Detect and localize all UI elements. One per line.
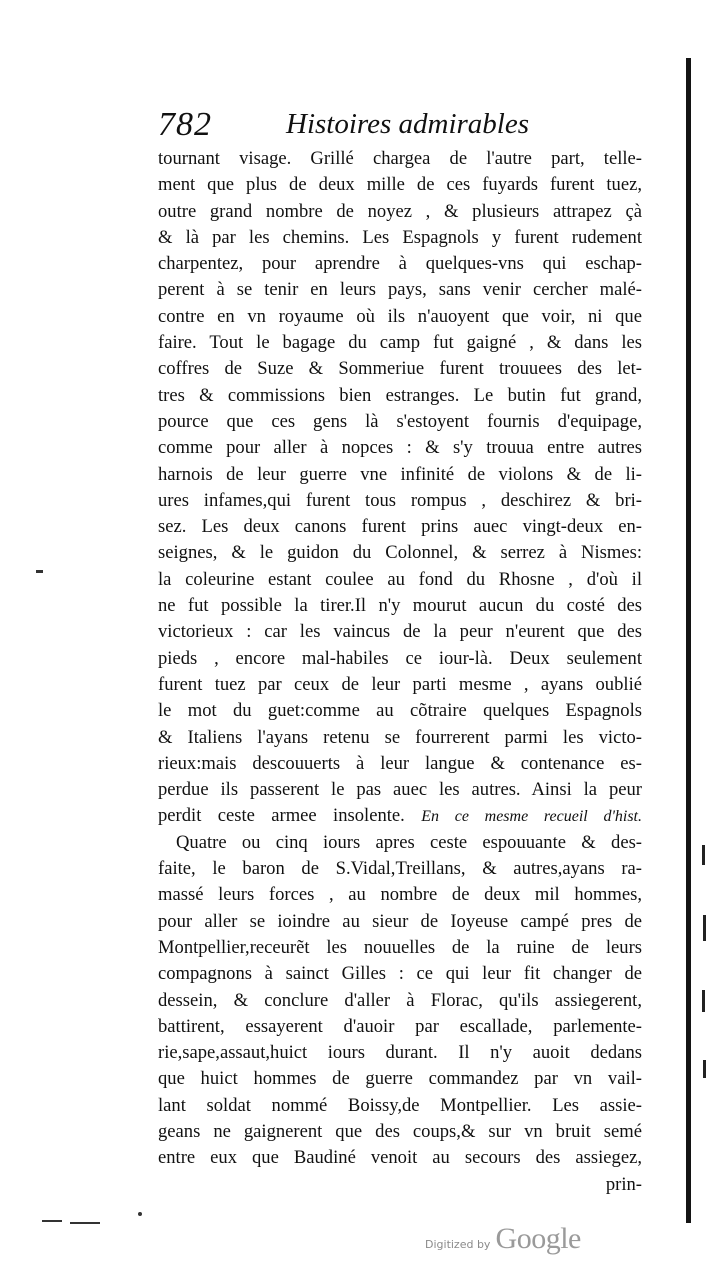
text-line: Montpellier,receurẽt les nouuelles de la ruine de leurs [158,936,642,958]
text-line: dessein, & conclure d'aller à Florac, qu'ils assiegerent, [158,989,642,1011]
digitization-watermark [425,1222,581,1258]
text-line: perdue ils passerent le pas auec les autres. Ainsi la peur [158,779,642,801]
edge-speck [702,990,705,1012]
text-line: massé leurs forces , au nombre de deux mil hommes, [158,884,642,906]
text-line: pource que ces gens là s'estoyent fournis d'equipage, [158,410,642,432]
text-fragment: perdit ceste armee insolente. [158,805,405,827]
text-line: contre en vn royaume où ils n'auoyent que voir, ni que [158,305,642,327]
running-title: Histoires admirables [286,108,530,140]
text-line: faire. Tout le bagage du camp fut gaigné , & dans les [158,332,642,354]
text-line: rieux:mais descouuerts à leur langue & contenance es- [158,752,642,774]
text-line: furent tuez par ceux de leur parti mesme , ayans oublié [158,673,642,695]
text-line: comme pour aller à nopces : & s'y trouua entre autres [158,437,642,459]
text-line: faite, le baron de S.Vidal,Treillans, & autres,ayans ra- [158,858,642,880]
text-line: pour aller se ioindre au sieur de Ioyeuse campé pres de [158,910,642,932]
text-line: outre grand nombre de noyez , & plusieurs attrapez çà [158,200,642,222]
text-line: victorieux : car les vaincus de la peur n'eurent que des [158,621,642,643]
google-logo: Google [495,1222,581,1255]
text-line: battirent, essayerent d'auoir par escallade, parlemente- [158,1015,642,1037]
ink-speck [138,1212,142,1216]
ink-speck [42,1220,62,1222]
edge-speck [703,1060,706,1078]
text-line: la coleurine estant coulee au fond du Rhosne , d'où il [158,568,642,590]
text-line: ment que plus de deux mille de ces fuyards furent tuez, [158,174,642,196]
text-line: pieds , encore mal-habiles ce iour-là. Deux seulement [158,647,642,669]
text-line-with-marginal-note [158,803,642,829]
text-line: que huict hommes de guerre commandez par vn vail- [158,1068,642,1090]
text-line: rie,sape,assaut,huict iours durant. Il n'y auoit dedans [158,1042,642,1064]
text-line: geans ne gaignerent que des coups,& sur vn bruit semé [158,1120,642,1142]
catchword: prin- [605,1173,642,1195]
text-line: & là par les chemins. Les Espagnols y furent rudement [158,226,642,248]
text-line: coffres de Suze & Sommeriue furent trouuees des let- [158,358,642,380]
text-line: charpentez, pour aprendre à quelques-vns qui eschap- [158,253,642,275]
text-line: entre eux que Baudiné venoit au secours des assiegez, [158,1147,642,1169]
marginal-note: En ce mesme recueil d'hist. [421,808,642,826]
text-line: & Italiens l'ayans retenu se fourrerent parmi les victo- [158,726,642,748]
ink-speck [36,570,43,573]
text-line: tournant visage. Grillé chargea de l'autre part, telle- [158,148,642,169]
text-line: le mot du guet:comme au cõtraire quelques Espagnols [158,700,642,722]
text-line: seignes, & le guidon du Colonnel, & serrez à Nismes: [158,542,642,564]
text-line: ne fut possible la tirer.Il n'y mourut aucun du costé des [158,595,642,617]
edge-speck [702,845,705,865]
digitized-by-label: Digitized by [425,1238,491,1251]
page-header [158,106,558,146]
text-line: tres & commissions bien estranges. Le butin fut grand, [158,384,642,406]
text-line: Quatre ou cinq iours apres ceste espouuante & des- [176,831,642,853]
ink-speck [70,1222,100,1224]
text-line: ures infames,qui furent tous rompus , deschirez & bri- [158,489,642,511]
text-line: perent à se tenir en leurs pays, sans venir cercher malé- [158,279,642,301]
body-text [158,146,642,1198]
text-line: compagnons à sainct Gilles : ce qui leur fit changer de [158,963,642,985]
text-line: sez. Les deux canons furent prins auec vingt-deux en- [158,516,642,538]
page-edge-shadow [686,58,691,1223]
text-line: harnois de leur guerre vne infinité de violons & de li- [158,463,642,485]
page-number: 782 [158,106,212,143]
edge-speck [703,915,706,941]
text-line: lant soldat nommé Boissy,de Montpellier. Les assie- [158,1094,642,1116]
